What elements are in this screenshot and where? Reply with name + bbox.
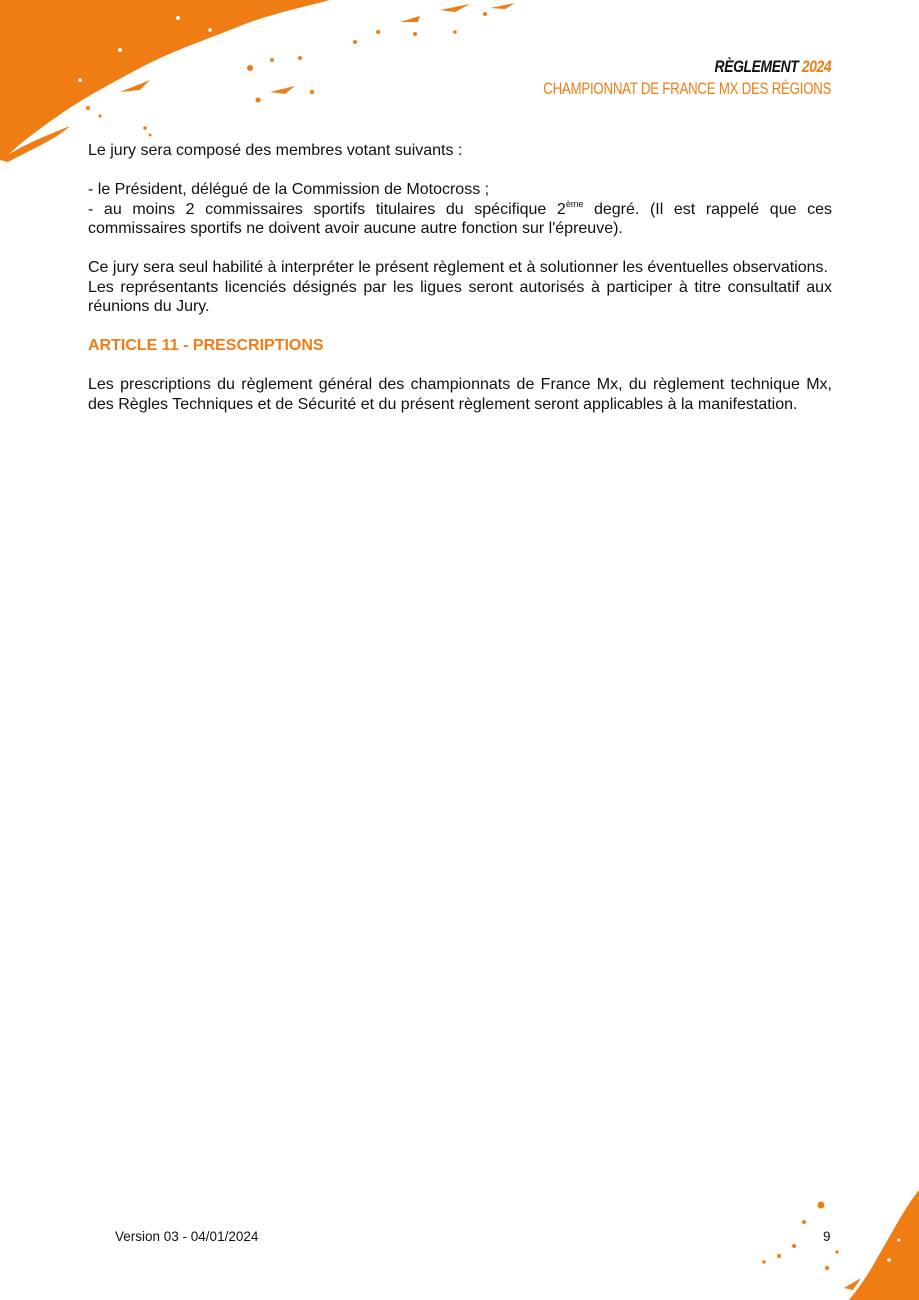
- header-title-word: RÈGLEMENT: [714, 57, 799, 76]
- jury-intro: Le jury sera composé des membres votant suivants :: [88, 142, 463, 159]
- jury-item-commissaires-end: degré. (Il est rappelé que ces commissaires sportifs ne doivent avoir aucune autre fonction sur l'épreuve).: [88, 200, 833, 237]
- jury-item-commissaires-start: - au moins 2 commissaires sportifs titulaires du spécifique 2: [88, 200, 566, 218]
- document-header: [462, 56, 831, 100]
- header-title-year: 2024: [801, 57, 831, 76]
- jury-item-commissaires: [88, 200, 832, 239]
- orange-splash-decoration-bottom: [749, 1190, 919, 1300]
- footer-version: Version 03 - 04/01/2024: [115, 1229, 259, 1244]
- jury-item-commissaires-sup: ème: [565, 198, 584, 209]
- document-body: [88, 141, 832, 414]
- jury-paragraph-representatives: Les représentants licenciés désignés par les ligues seront autorisés à participer à titre consultatif aux réunions du Jury.: [88, 278, 832, 315]
- jury-item-president: - le Président, délégué de la Commission de Motocross ;: [88, 181, 490, 198]
- article-11-title: ARTICLE 11 - PRESCRIPTIONS: [88, 337, 324, 354]
- jury-paragraph-interpretation: Ce jury sera seul habilité à interpréter le présent règlement et à solutionner les éventuelles observations.: [88, 259, 828, 276]
- header-title: [528, 56, 831, 78]
- article-11-text: Les prescriptions du règlement général des championnats de France Mx, du règlement technique Mx, des Règles Techniques et de Sécurité et du présent règlement seront applicables à la manifestation.: [88, 376, 832, 413]
- header-subtitle: CHAMPIONNAT DE FRANCE MX DES RÉGIONS: [542, 79, 831, 98]
- page-number: 9: [823, 1229, 831, 1244]
